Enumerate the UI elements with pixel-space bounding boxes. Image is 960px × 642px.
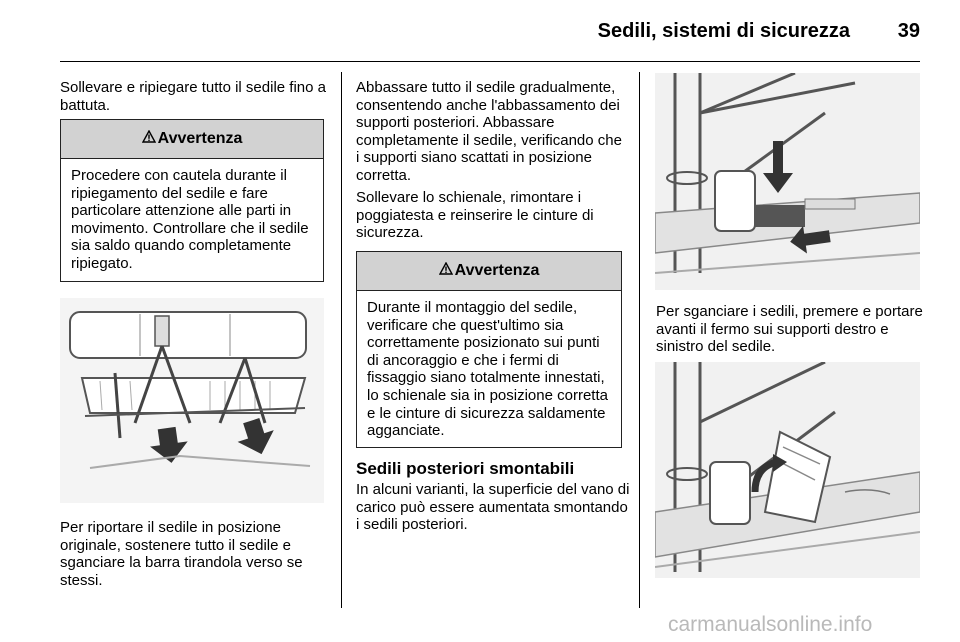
page-number: 39 bbox=[897, 20, 920, 42]
warning-text-2: Durante il montaggio del sedile, verificare che quest'ultimo sia correttamente posizionato sui punti di ancoraggio e che i fermi di fissaggio siano totalmente innestati, lo schienale sia in posizione corretta e le cinture di sicurezza saldamente agganciate. bbox=[367, 299, 608, 440]
latch-press-illustration bbox=[655, 73, 920, 290]
warning-title-2: Avvertenza bbox=[454, 262, 540, 279]
warning-triangle-icon bbox=[439, 252, 453, 290]
intro-text: Sollevare e ripiegare tutto il sedile fino a battuta. bbox=[60, 79, 326, 114]
reinstall-text: Per riportare il sedile in posizione originale, sostenere tutto il sedile e sganciare la barra tirandola verso se stessi. bbox=[60, 519, 303, 589]
warning-triangle-icon bbox=[142, 120, 156, 158]
lower-seat-text: Abbassare tutto il sedile gradualmente, consentendo anche l'abbassamento dei supporti posteriori. Abbassare completamente il sedile, verificando che i supporti siano scattati in posizione corretta. bbox=[356, 79, 622, 184]
watermark: carmanualsonline.info bbox=[668, 613, 873, 636]
warning-header-1 bbox=[61, 120, 323, 159]
warning-title-1: Avvertenza bbox=[157, 130, 243, 147]
section-text-removable-seats: In alcuni varianti, la superficie del vano di carico può essere aumentata smontando i sedili posteriori. bbox=[356, 481, 630, 534]
release-caption: Per sganciare i sedili, premere e portare avanti il fermo sui supporti destro e sinistro del sedile. bbox=[656, 303, 923, 356]
warning-box-1 bbox=[60, 119, 324, 282]
column-divider-1 bbox=[341, 72, 342, 608]
raise-backrest-text: Sollevare lo schienale, rimontare i poggiatesta e reinserire le cinture di sicurezza. bbox=[356, 189, 594, 242]
section-title-removable-seats: Sedili posteriori smontabili bbox=[356, 459, 575, 478]
page-title: Sedili, sistemi di sicurezza bbox=[597, 20, 850, 42]
warning-box-2 bbox=[356, 251, 622, 448]
header-divider bbox=[60, 61, 920, 62]
warning-header-2 bbox=[357, 252, 621, 291]
seat-fold-illustration bbox=[60, 298, 324, 503]
column-divider-2 bbox=[639, 72, 640, 608]
warning-text-1: Procedere con cautela durante il ripiegamento del sedile e fare particolare attenzione alle parti in movimento. Controllare che il sedile sia saldo quando completamente ripiegato. bbox=[71, 167, 309, 272]
latch-lift-illustration bbox=[655, 362, 920, 578]
